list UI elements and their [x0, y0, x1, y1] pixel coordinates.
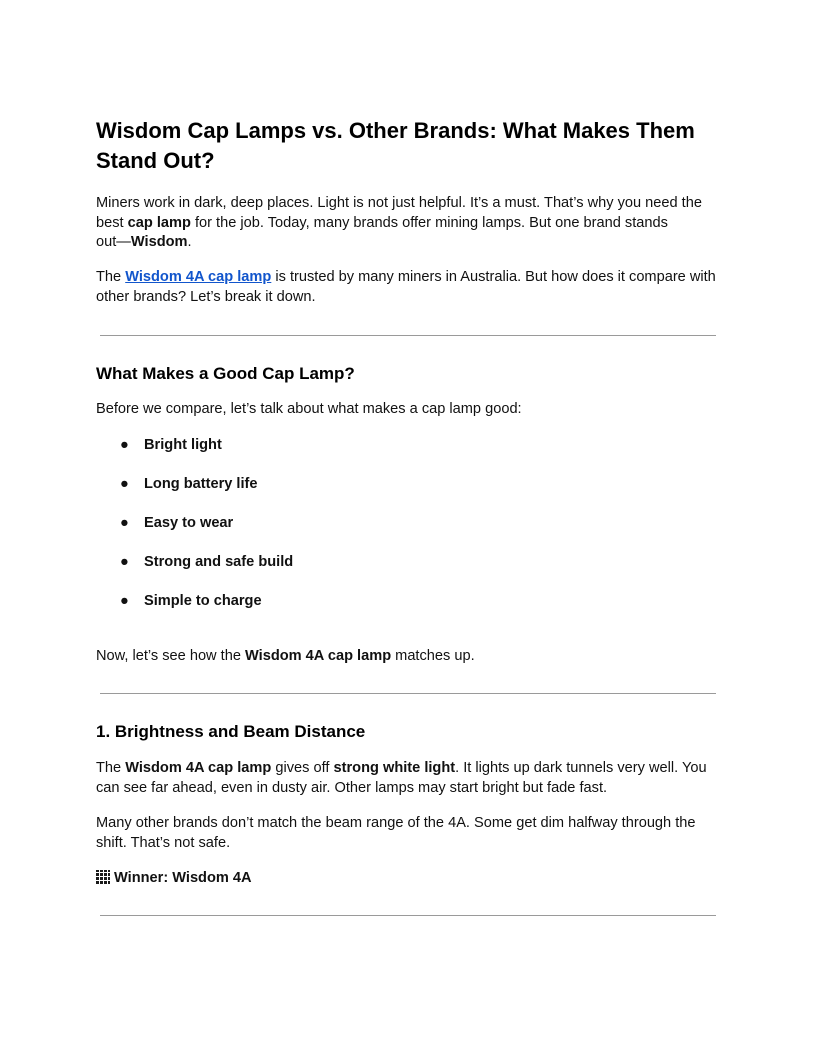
intro-text: best — [96, 214, 128, 231]
bullet-list — [96, 436, 724, 631]
list-item-label: Bright light — [144, 437, 222, 453]
body-text: can see far ahead, even in dusty air. Other lamps may start bright but fade fast. — [96, 779, 608, 796]
bold-text: Wisdom — [130, 234, 188, 250]
body-text: The — [96, 760, 126, 776]
list-item-label: Simple to charge — [144, 593, 262, 609]
list-item — [96, 553, 724, 592]
bullet-icon: ● — [120, 593, 129, 609]
section-heading: What Makes a Good Cap Lamp? — [96, 364, 355, 383]
intro-text: other brands? Let’s break it down. — [96, 288, 316, 305]
list-item — [96, 436, 724, 475]
bold-text: Wisdom 4A cap lamp — [245, 648, 392, 664]
list-item-label: Strong and safe build — [144, 554, 294, 570]
body-text: Now, let’s see how the — [96, 648, 245, 664]
list-item-label: Long battery life — [144, 476, 258, 492]
intro-paragraph-1 — [96, 194, 724, 253]
bold-text: cap lamp — [127, 214, 191, 231]
body-text: Many other brands don’t match the beam range of the 4A. Some get dim halfway through the — [96, 815, 696, 831]
winner-line — [96, 869, 724, 889]
intro-text: Miners work in dark, deep places. Light is not just helpful. It’s a must. That’s why you need the — [96, 195, 702, 211]
intro-text: out— — [96, 234, 131, 250]
bullet-icon: ● — [120, 437, 129, 453]
body-text: gives off — [271, 760, 334, 776]
intro-text: is trusted by many miners in Australia. But how does it compare with — [271, 269, 716, 285]
list-item — [96, 592, 724, 631]
divider — [100, 915, 716, 916]
list-item — [96, 514, 724, 553]
winner-label: Winner: Wisdom 4A — [114, 870, 252, 886]
grid-icon — [96, 870, 110, 884]
section-heading: 1. Brightness and Beam Distance — [96, 722, 366, 741]
intro-text: . — [187, 234, 192, 250]
bullet-icon: ● — [120, 476, 129, 492]
page-title — [96, 116, 724, 176]
brightness-paragraph-1 — [96, 759, 724, 798]
section-lead: Before we compare, let’s talk about what makes a cap lamp good: — [96, 401, 522, 417]
divider — [100, 693, 716, 694]
bullet-icon: ● — [120, 515, 129, 531]
divider — [100, 335, 716, 336]
title-line-1: Wisdom Cap Lamps vs. Other Brands: What Makes Them — [96, 118, 695, 143]
list-item — [96, 475, 724, 514]
intro-text: The — [96, 269, 126, 285]
body-text: matches up. — [391, 648, 475, 664]
bold-text: strong white light — [333, 760, 456, 776]
intro-text: for the job. Today, many brands offer mining lamps. But one brand stands — [190, 214, 668, 231]
body-text: . It lights up dark tunnels very well. You — [455, 760, 707, 776]
wisdom-4a-link[interactable]: Wisdom 4A cap lamp — [125, 269, 272, 285]
list-item-label: Easy to wear — [144, 515, 234, 531]
brightness-paragraph-2 — [96, 814, 724, 853]
body-text: shift. That’s not safe. — [96, 834, 231, 851]
bold-text: Wisdom 4A cap lamp — [125, 760, 272, 776]
bullet-icon: ● — [120, 554, 129, 570]
title-line-2: Stand Out? — [96, 148, 215, 173]
intro-paragraph-2 — [96, 268, 724, 307]
section-outro — [96, 647, 724, 667]
